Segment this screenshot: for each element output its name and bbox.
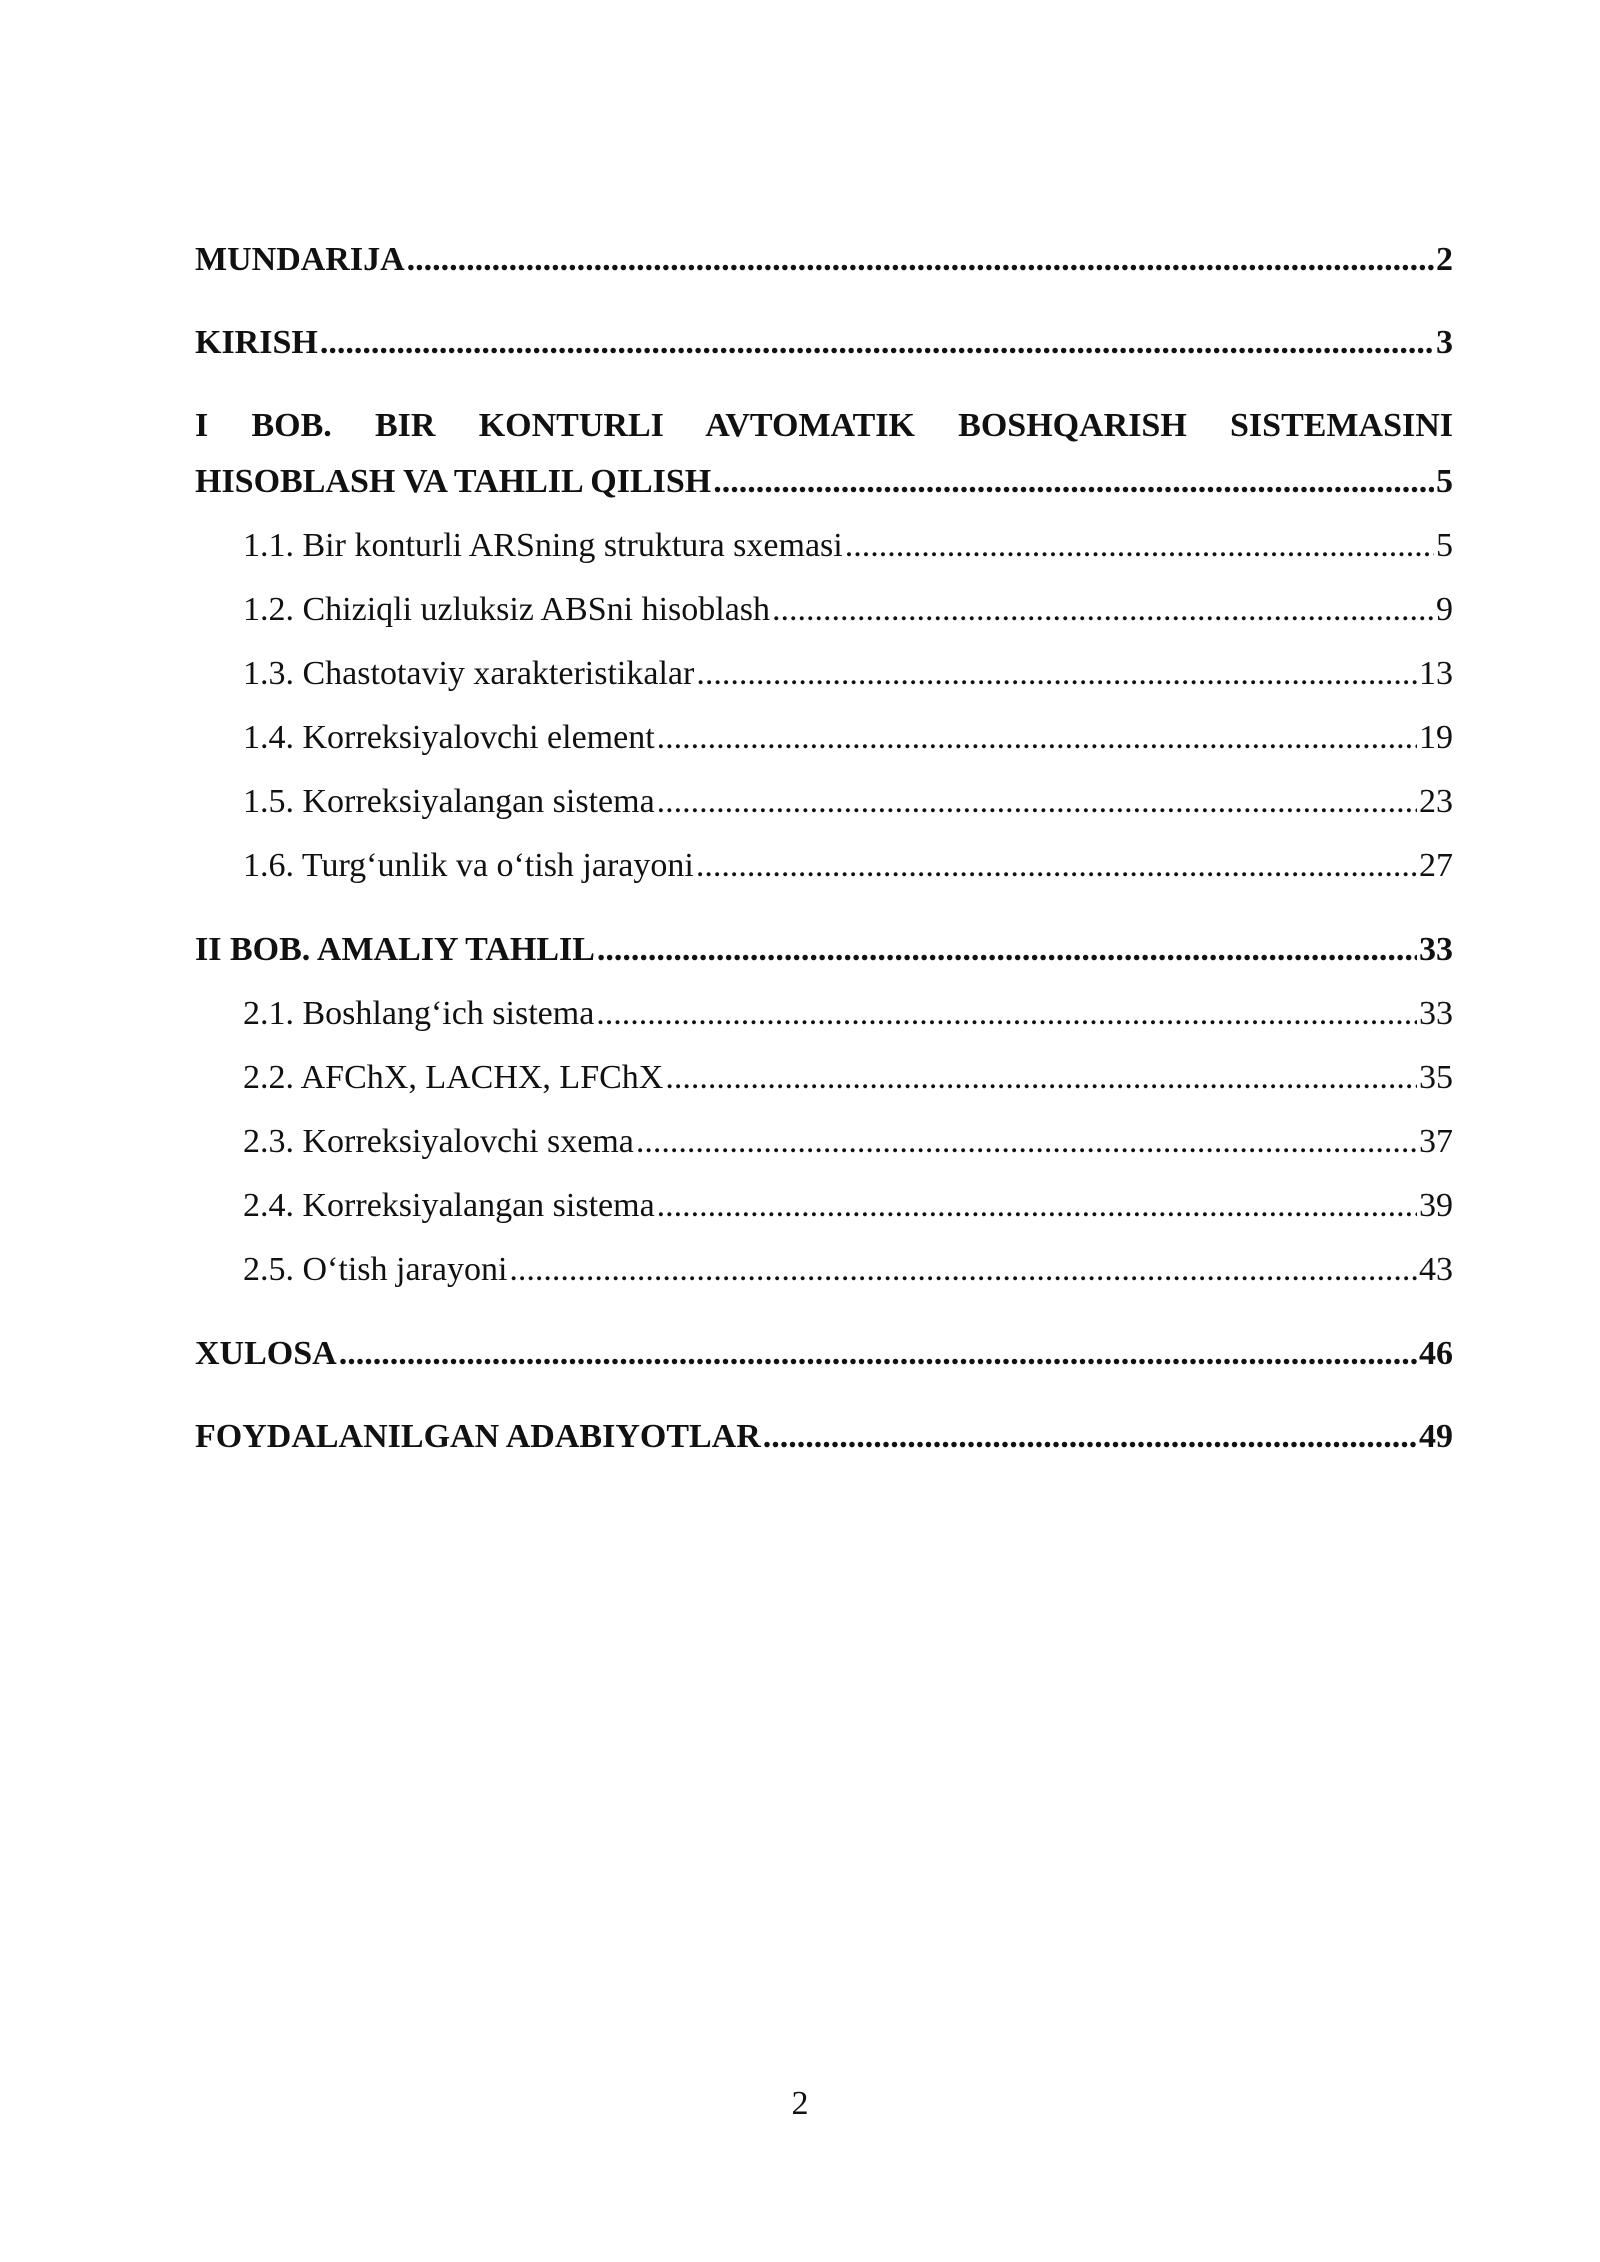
toc-entry-section-2-5[interactable] [195, 1248, 1453, 1292]
dot-leader [657, 780, 1417, 824]
dot-leader [845, 524, 1434, 568]
toc-entry-label: 1.4. Korreksiyalovchi element [243, 719, 655, 756]
dot-leader [772, 588, 1434, 632]
toc-entry-label: HISOBLASH VA TAHLIL QILISH [195, 463, 712, 500]
toc-entry-page: 2 [1436, 241, 1453, 278]
chapter-1-title-line-1: I BOB. BIR KONTURLI AVTOMATIK BOSHQARISH SISTEMASINI [195, 407, 1453, 444]
dot-leader [665, 1056, 1417, 1100]
toc-entry-chapter-2[interactable] [195, 928, 1453, 972]
toc-entry-page: 9 [1436, 591, 1453, 628]
toc-entry-xulosa[interactable] [195, 1332, 1453, 1376]
toc-entry-page: 27 [1419, 847, 1453, 884]
toc-entry-kirish[interactable] [195, 321, 1453, 365]
toc-entry-page: 33 [1419, 931, 1453, 968]
chapter-1-sections [195, 524, 1453, 888]
dot-leader [713, 460, 1434, 504]
toc-entry-page: 49 [1419, 1418, 1453, 1455]
toc-entry-label: 1.1. Bir konturli ARSning struktura sxemasi [243, 527, 843, 564]
toc-entry-page: 19 [1419, 719, 1453, 756]
toc-entry-label: FOYDALANILGAN ADABIYOTLAR [195, 1418, 761, 1455]
dot-leader [696, 844, 1417, 888]
toc-entry-page: 3 [1436, 324, 1453, 361]
chapter-1-title-line-2 [195, 460, 1453, 504]
toc-entry-page: 33 [1419, 995, 1453, 1032]
toc-entry-page: 5 [1436, 463, 1453, 500]
toc-entry-section-1-5[interactable] [195, 780, 1453, 824]
dot-leader [596, 992, 1417, 1036]
toc-entry-section-2-2[interactable] [195, 1056, 1453, 1100]
dot-leader [509, 1248, 1417, 1292]
dot-leader [339, 1332, 1417, 1376]
toc-entry-label: 2.1. Boshlang‘ich sistema [243, 995, 595, 1032]
dot-leader [657, 1184, 1417, 1228]
toc-entry-label: 2.3. Korreksiyalovchi sxema [243, 1123, 634, 1160]
toc-entry-page: 37 [1419, 1123, 1453, 1160]
toc-entry-label: 2.2. AFChX, LACHX, LFChX [243, 1059, 664, 1096]
toc-entry-section-1-1[interactable] [195, 524, 1453, 568]
toc-entry-page: 23 [1419, 783, 1453, 820]
toc-entry-page: 5 [1436, 527, 1453, 564]
dot-leader [636, 1120, 1417, 1164]
toc-entry-section-1-2[interactable] [195, 588, 1453, 632]
toc-entry-label: KIRISH [195, 324, 318, 361]
table-of-contents [195, 238, 1453, 1459]
toc-entry-label: XULOSA [195, 1335, 337, 1372]
toc-entry-section-2-4[interactable] [195, 1184, 1453, 1228]
toc-entry-label: II BOB. AMALIY TAHLIL [195, 931, 595, 968]
dot-leader [407, 238, 1434, 282]
toc-entry-label: MUNDARIJA [195, 241, 405, 278]
dot-leader [320, 321, 1434, 365]
toc-entry-section-2-3[interactable] [195, 1120, 1453, 1164]
toc-entry-label: 1.2. Chiziqli uzluksiz ABSni hisoblash [243, 591, 771, 628]
toc-entry-section-2-1[interactable] [195, 992, 1453, 1036]
toc-entry-chapter-1[interactable] [195, 404, 1453, 504]
toc-entry-page: 35 [1419, 1059, 1453, 1096]
toc-entry-adabiyotlar[interactable] [195, 1415, 1453, 1459]
dot-leader [597, 928, 1417, 972]
toc-entry-mundarija[interactable] [195, 238, 1453, 282]
page-number: 2 [791, 2085, 809, 2122]
dot-leader [696, 652, 1417, 696]
toc-entry-label: 1.3. Chastotaviy xarakteristikalar [243, 655, 695, 692]
dot-leader [763, 1415, 1417, 1459]
toc-entry-page: 13 [1419, 655, 1453, 692]
toc-entry-section-1-4[interactable] [195, 716, 1453, 760]
toc-entry-page: 43 [1419, 1251, 1453, 1288]
toc-entry-section-1-3[interactable] [195, 652, 1453, 696]
chapter-2-sections [195, 992, 1453, 1292]
dot-leader [657, 716, 1417, 760]
toc-entry-page: 46 [1419, 1335, 1453, 1372]
toc-entry-section-1-6[interactable] [195, 844, 1453, 888]
toc-entry-label: 2.5. O‘tish jarayoni [243, 1251, 508, 1288]
toc-entry-label: 2.4. Korreksiyalangan sistema [243, 1187, 655, 1224]
toc-entry-label: 1.5. Korreksiyalangan sistema [243, 783, 655, 820]
toc-entry-page: 39 [1419, 1187, 1453, 1224]
toc-entry-label: 1.6. Turg‘unlik va o‘tish jarayoni [243, 847, 694, 884]
